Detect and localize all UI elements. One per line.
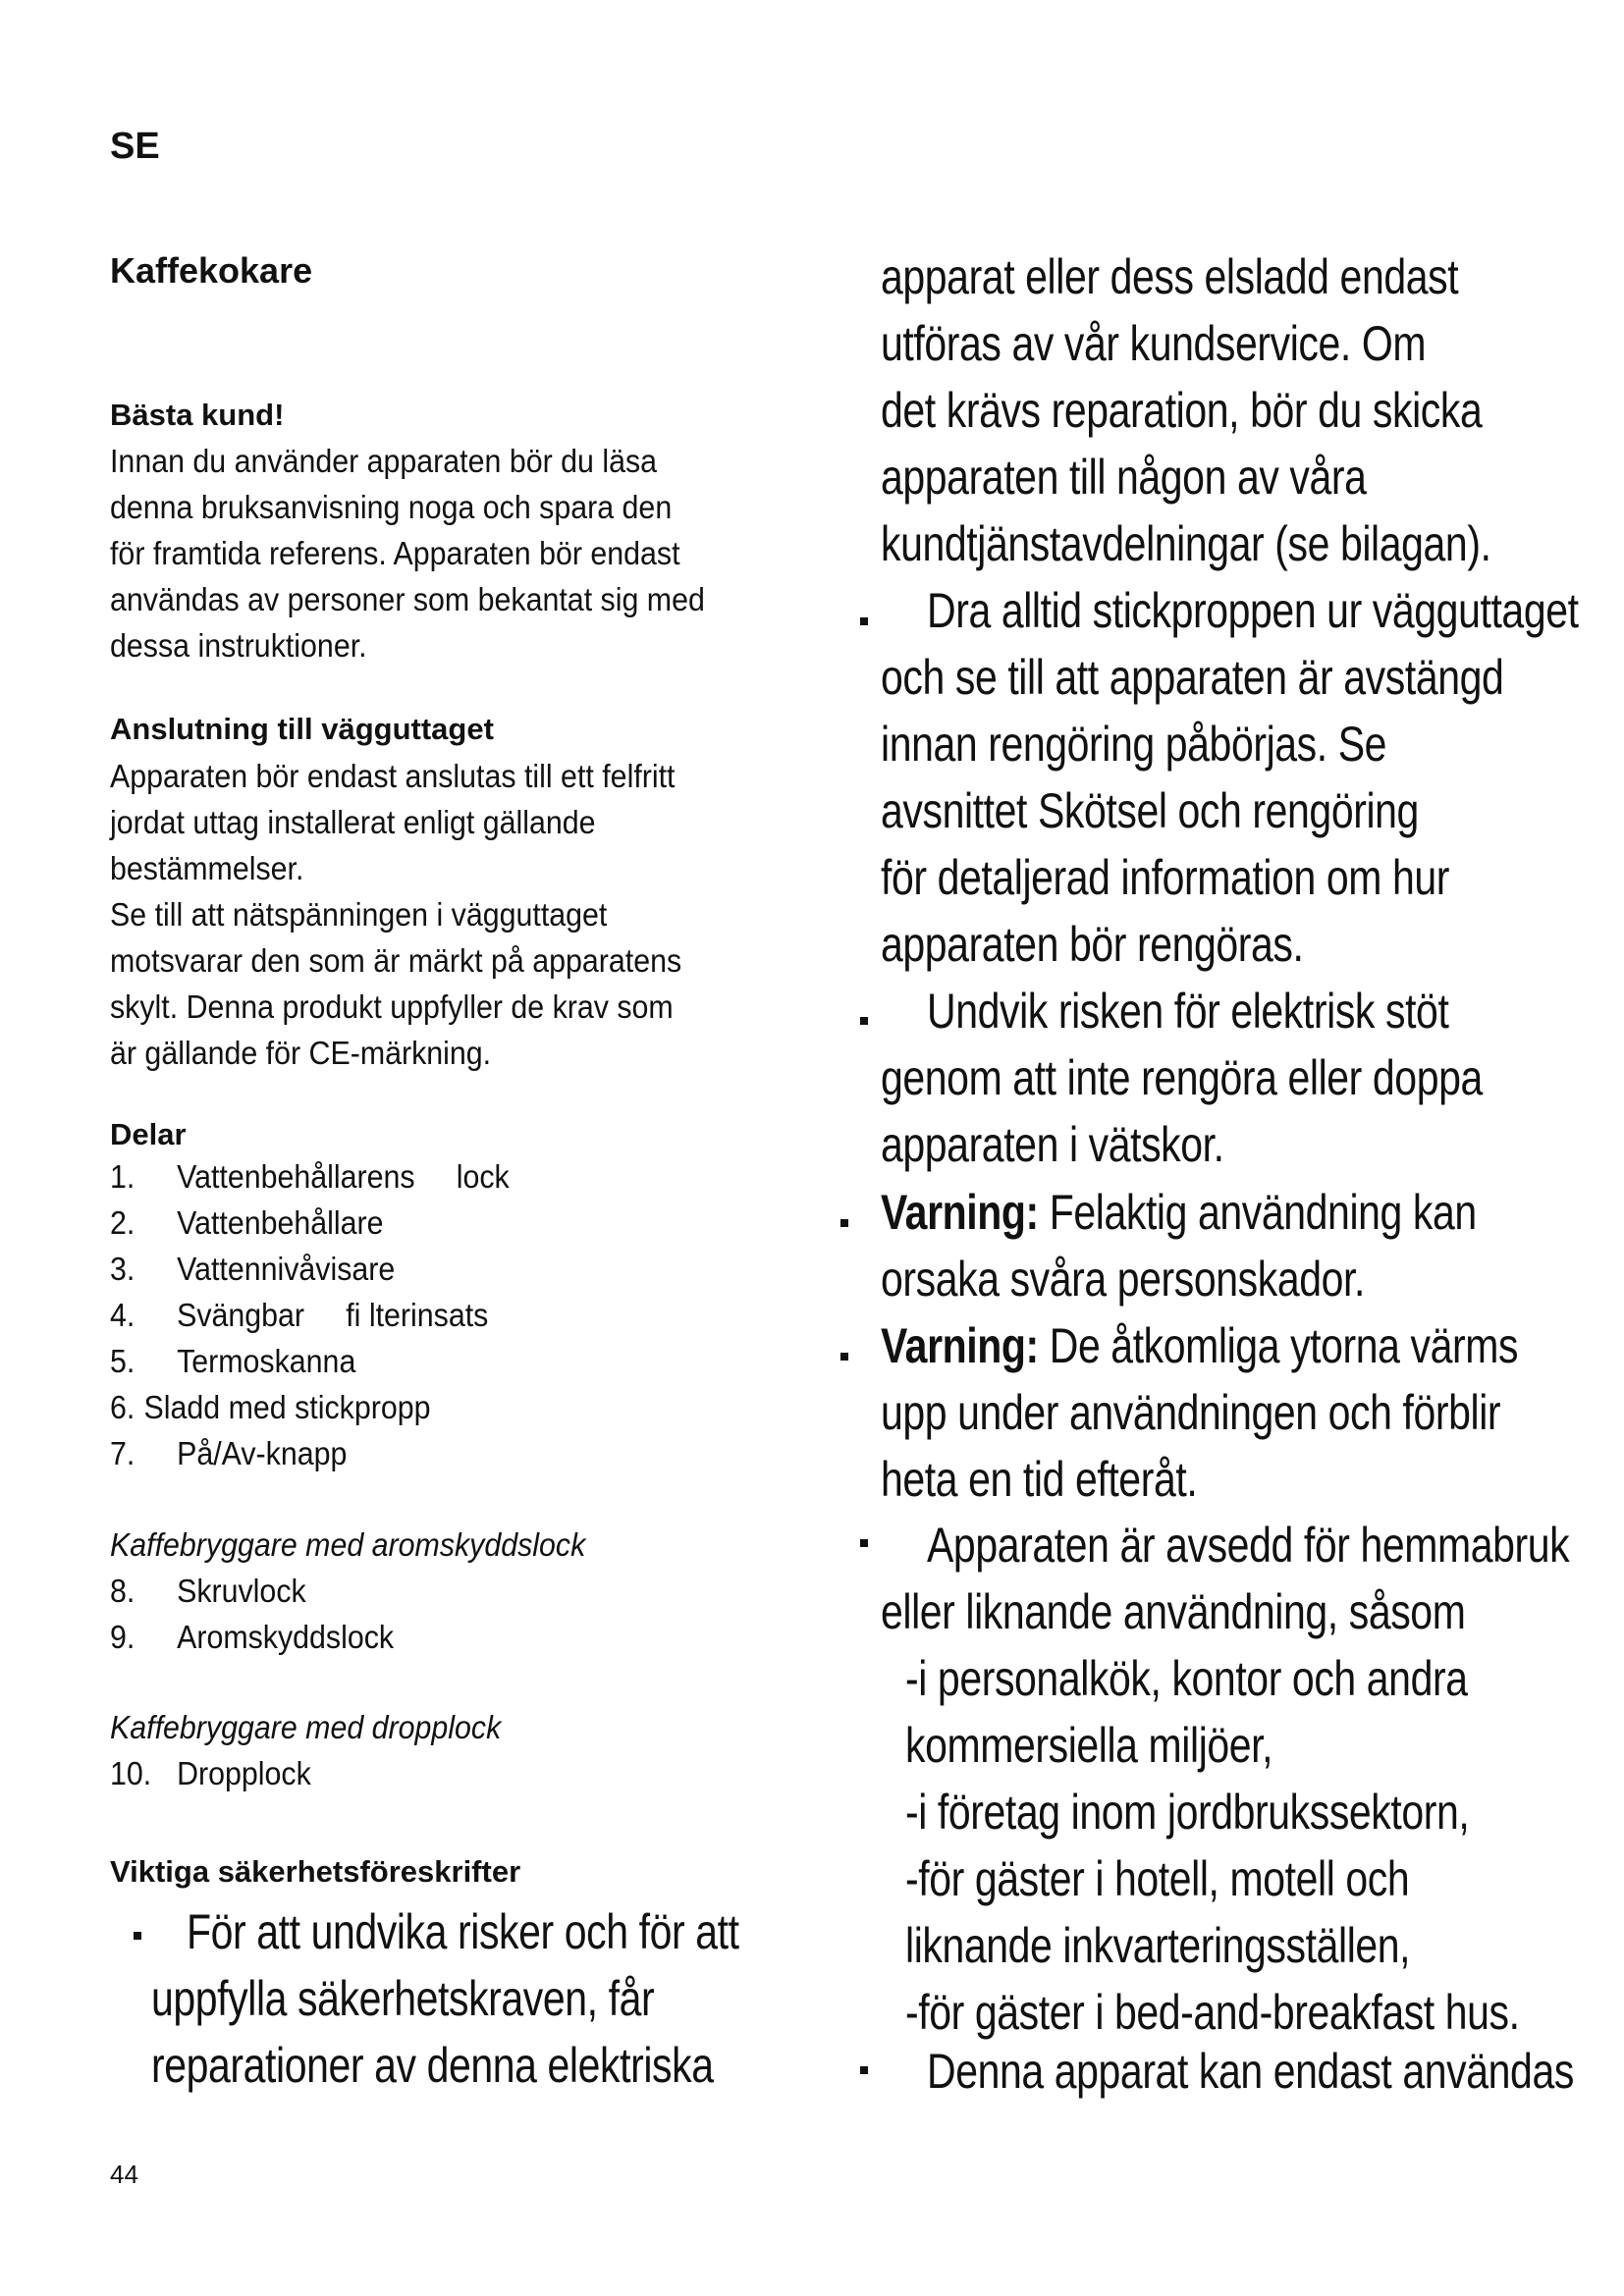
list-number: 8. — [110, 1573, 135, 1609]
bullet-icon — [840, 1219, 848, 1227]
safety-text-line: Undvik risken för elektrisk stöt — [927, 984, 1449, 1039]
safety-text-line: kommersiella miljöer, — [905, 1718, 1273, 1773]
warning-line — [881, 1179, 1477, 1246]
safety-text-line: Apparaten är avsedd för hemmabruk — [927, 1518, 1570, 1573]
safety-text-line: heta en tid efteråt. — [881, 1452, 1198, 1507]
safety-text-line: -i personalkök, kontor och andra — [905, 1651, 1468, 1706]
safety-text-line: eller liknande användning, såsom — [881, 1584, 1466, 1639]
text-line: användas av personer som bekantat sig med — [110, 581, 705, 617]
safety-text-line: det krävs reparation, bör du skicka — [881, 383, 1483, 438]
text-line: Innan du använder apparaten bör du läsa — [110, 443, 658, 479]
safety-text-line: För att undvika risker och för att — [187, 1904, 739, 1959]
list-label: Svängbar fi lterinsats — [177, 1297, 489, 1333]
text-line: skylt. Denna produkt uppfyller de krav som — [110, 988, 674, 1025]
list-number: 9. — [110, 1619, 135, 1655]
list-label: På/Av-knapp — [177, 1435, 348, 1471]
safety-heading: Viktiga säkerhetsföreskrifter — [110, 1854, 521, 1889]
bullet-icon — [860, 2066, 868, 2074]
safety-text-line: utföras av vår kundservice. Om — [881, 316, 1427, 371]
safety-text-line: för detaljerad information om hur — [881, 850, 1449, 905]
safety-text-line: reparationer av denna elektriska — [151, 2038, 714, 2093]
list-number: 5. — [110, 1343, 135, 1379]
list-number: 3. — [110, 1251, 135, 1287]
safety-text-line: apparaten bör rengöras. — [881, 917, 1304, 972]
list-number: 1. — [110, 1158, 135, 1195]
warning-line — [881, 1312, 1518, 1379]
drip-subheading: Kaffebryggare med dropplock — [110, 1709, 502, 1745]
list-label: Dropplock — [177, 1755, 311, 1791]
aroma-subheading: Kaffebryggare med aromskyddslock — [110, 1526, 586, 1563]
text-line: motsvarar den som är märkt på apparatens — [110, 942, 682, 979]
bullet-icon — [860, 617, 868, 625]
safety-text-line: avsnittet Skötsel och rengöring — [881, 783, 1419, 838]
safety-text-line: liknande inkvarteringsställen, — [905, 1918, 1411, 1973]
bullet-icon — [840, 1353, 848, 1361]
language-code: SE — [110, 126, 160, 167]
greeting-heading: Bästa kund! — [110, 398, 285, 432]
warning-label: Varning: — [881, 1185, 1039, 1240]
text-line: jordat uttag installerat enligt gällande — [110, 804, 596, 840]
safety-text-line: genom att inte rengöra eller doppa — [881, 1050, 1483, 1105]
safety-text-line: Denna apparat kan endast användas — [927, 2044, 1574, 2099]
text-line: bestämmelser. — [110, 850, 304, 886]
safety-text-line: -i företag inom jordbrukssektorn, — [905, 1785, 1470, 1840]
text-line: denna bruksanvisning noga och spara den — [110, 489, 673, 525]
safety-text-line: apparaten till någon av våra — [881, 450, 1367, 505]
safety-text-line: -för gäster i hotell, motell och — [905, 1851, 1410, 1906]
list-label: Vattenbehållarens lock — [177, 1158, 510, 1195]
list-number: 2. — [110, 1204, 135, 1241]
page-number: 44 — [110, 2160, 138, 2189]
warning-text: Felaktig användning kan — [1049, 1185, 1477, 1240]
list-label: Vattennivåvisare — [177, 1251, 396, 1287]
safety-text-line: upp under användningen och förblir — [881, 1385, 1501, 1440]
text-line: Se till att nätspänningen i vägguttaget — [110, 896, 608, 933]
safety-text-line: apparaten i vätskor. — [881, 1117, 1224, 1172]
parts-heading: Delar — [110, 1117, 187, 1151]
safety-text-line: kundtjänstavdelningar (se bilagan). — [881, 516, 1491, 571]
safety-text-line: och se till att apparaten är avstängd — [881, 650, 1504, 705]
list-number: 6. — [110, 1389, 135, 1425]
safety-text-line: Dra alltid stickproppen ur vägguttaget — [927, 583, 1579, 638]
text-line: dessa instruktioner. — [110, 627, 367, 664]
list-label: Sladd med stickpropp — [143, 1389, 431, 1425]
list-label: Vattenbehållare — [177, 1204, 384, 1241]
list-label: Termoskanna — [177, 1343, 356, 1379]
text-line: är gällande för CE-märkning. — [110, 1035, 492, 1071]
list-label: Skruvlock — [177, 1573, 306, 1609]
text-line: Apparaten bör endast anslutas till ett felfritt — [110, 758, 676, 794]
safety-text-line: apparat eller dess elsladd endast — [881, 249, 1459, 304]
bullet-icon — [860, 1017, 868, 1025]
safety-text-line: uppfylla säkerhetskraven, får — [151, 1971, 655, 2026]
connection-heading: Anslutning till vägguttaget — [110, 712, 494, 746]
page-title: Kaffekokare — [110, 250, 313, 291]
warning-text: De åtkomliga ytorna värms — [1049, 1318, 1519, 1373]
list-number: 7. — [110, 1435, 135, 1471]
list-label: Aromskyddslock — [177, 1619, 395, 1655]
safety-text-line: innan rengöring påbörjas. Se — [881, 717, 1387, 772]
safety-text-line: orsaka svåra personskador. — [881, 1252, 1365, 1307]
text-line: för framtida referens. Apparaten bör endast — [110, 535, 680, 571]
warning-label: Varning: — [881, 1318, 1039, 1373]
bullet-icon — [860, 1539, 868, 1547]
list-number: 4. — [110, 1297, 135, 1333]
safety-text-line: -för gäster i bed-and-breakfast hus. — [905, 1985, 1520, 2040]
list-number: 10. — [110, 1755, 152, 1791]
